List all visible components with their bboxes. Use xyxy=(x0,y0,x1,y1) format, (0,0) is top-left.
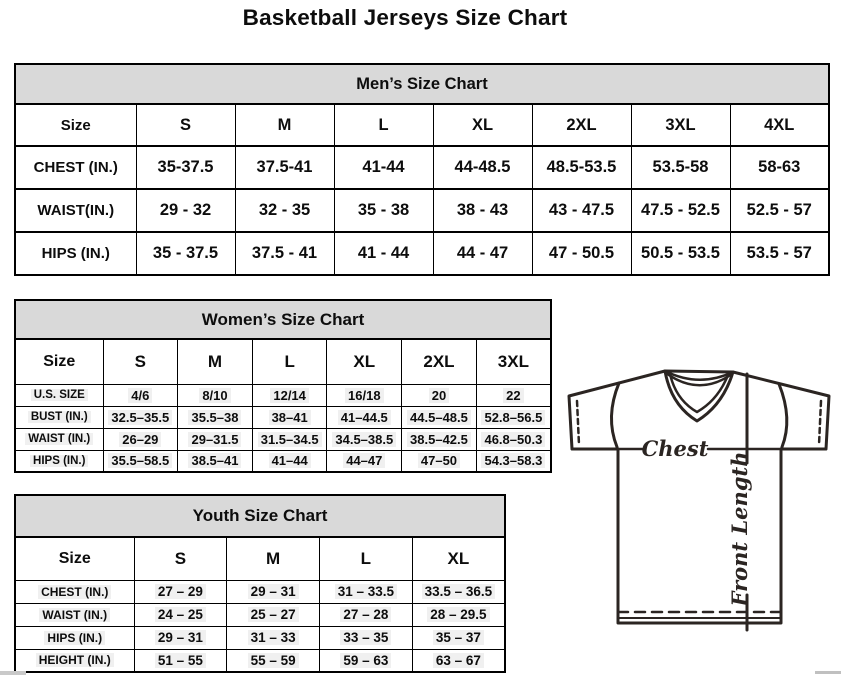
size-col: L xyxy=(252,339,327,384)
row-label xyxy=(15,580,134,603)
cell-value: 16/18 xyxy=(345,388,384,403)
cell-value: 26–29 xyxy=(119,432,161,447)
cell-value: 59 – 63 xyxy=(340,653,391,668)
table-cell xyxy=(134,649,227,672)
table-cell xyxy=(320,580,413,603)
youth-height-row xyxy=(15,649,505,672)
table-cell: 52.5 - 57 xyxy=(730,189,829,232)
table-cell xyxy=(476,428,551,450)
table-cell xyxy=(252,450,327,472)
size-column-header: Size xyxy=(15,537,134,580)
left-cuff-stitch xyxy=(577,401,579,445)
cell-value: 33 – 35 xyxy=(340,630,391,645)
cell-value: 35.5–58.5 xyxy=(108,453,172,468)
table-cell xyxy=(412,649,505,672)
cell-value: 44–47 xyxy=(343,453,385,468)
row-label xyxy=(15,649,134,672)
table-cell: 53.5 - 57 xyxy=(730,232,829,275)
size-col: 4XL xyxy=(730,104,829,146)
row-label-text: BUST (IN.) xyxy=(28,411,91,423)
cell-value: 29 – 31 xyxy=(155,630,206,645)
womens-hips-row xyxy=(15,450,551,472)
size-col: 3XL xyxy=(476,339,551,384)
size-col: XL xyxy=(412,537,505,580)
womens-size-table xyxy=(14,299,552,473)
youth-size-table xyxy=(14,494,506,673)
table-cell: 53.5-58 xyxy=(631,146,730,189)
table-cell xyxy=(252,384,327,406)
cell-value: 38.5–41 xyxy=(188,453,241,468)
row-label xyxy=(15,406,103,428)
size-column-header: Size xyxy=(15,339,103,384)
jersey-outline xyxy=(569,371,829,623)
cell-value: 31 – 33 xyxy=(248,630,299,645)
page-title: Basketball Jerseys Size Chart xyxy=(242,5,568,30)
cell-value: 38.5–42.5 xyxy=(407,432,471,447)
cell-value: 27 – 28 xyxy=(340,607,391,622)
cell-value: 54.3–58.3 xyxy=(481,453,545,468)
womens-waist-row xyxy=(15,428,551,450)
womens-table-header-row xyxy=(15,300,551,339)
table-cell xyxy=(227,626,320,649)
table-cell xyxy=(178,428,253,450)
cell-value: 33.5 – 36.5 xyxy=(422,584,496,599)
table-cell: 41-44 xyxy=(334,146,433,189)
youth-table-title: Youth Size Chart xyxy=(15,495,505,537)
cell-value: 12/14 xyxy=(270,388,309,403)
table-cell xyxy=(103,450,178,472)
table-cell: 35-37.5 xyxy=(136,146,235,189)
mens-hips-row xyxy=(15,232,829,275)
table-cell: 44-48.5 xyxy=(433,146,532,189)
womens-bust-row xyxy=(15,406,551,428)
size-col: S xyxy=(103,339,178,384)
table-cell xyxy=(327,450,402,472)
table-cell xyxy=(320,603,413,626)
size-col: XL xyxy=(433,104,532,146)
womens-size-row xyxy=(15,339,551,384)
chest-label: Chest xyxy=(641,436,709,461)
size-col: XL xyxy=(327,339,402,384)
table-cell xyxy=(327,428,402,450)
cell-value: 41–44 xyxy=(269,453,311,468)
table-cell xyxy=(402,450,477,472)
table-cell: 44 - 47 xyxy=(433,232,532,275)
cell-value: 20 xyxy=(429,388,449,403)
table-cell xyxy=(402,384,477,406)
table-cell xyxy=(178,450,253,472)
womens-table-title: Women’s Size Chart xyxy=(15,300,551,339)
size-col: M xyxy=(227,537,320,580)
table-cell: 37.5-41 xyxy=(235,146,334,189)
row-label-text: HEIGHT (IN.) xyxy=(36,653,114,667)
scrollbar-fragment-left[interactable] xyxy=(0,671,26,675)
cell-value: 55 – 59 xyxy=(248,653,299,668)
left-sleeve-seam xyxy=(611,383,619,447)
right-cuff-stitch xyxy=(819,401,821,445)
size-column-header: Size xyxy=(15,104,136,146)
row-label-text: WAIST (IN.) xyxy=(25,433,93,445)
table-cell: 47.5 - 52.5 xyxy=(631,189,730,232)
mens-table-title: Men’s Size Chart xyxy=(15,64,829,104)
cell-value: 47–50 xyxy=(418,453,460,468)
row-label xyxy=(15,428,103,450)
size-col: 2XL xyxy=(532,104,631,146)
table-cell: 35 - 37.5 xyxy=(136,232,235,275)
row-label-text: CHEST (IN.) xyxy=(38,585,111,599)
table-cell xyxy=(412,603,505,626)
row-label: WAIST(IN.) xyxy=(15,189,136,232)
row-label xyxy=(15,384,103,406)
right-sleeve-seam xyxy=(779,384,787,447)
cell-value: 22 xyxy=(503,388,523,403)
table-cell xyxy=(103,406,178,428)
mens-waist-row xyxy=(15,189,829,232)
cell-value: 29–31.5 xyxy=(188,432,241,447)
youth-waist-row xyxy=(15,603,505,626)
mens-chest-row xyxy=(15,146,829,189)
row-label-text: WAIST (IN.) xyxy=(39,608,110,622)
table-cell xyxy=(227,603,320,626)
table-cell: 43 - 47.5 xyxy=(532,189,631,232)
row-label-text: U.S. SIZE xyxy=(31,389,88,401)
cell-value: 24 – 25 xyxy=(155,607,206,622)
cell-value: 44.5–48.5 xyxy=(407,410,471,425)
youth-chest-row xyxy=(15,580,505,603)
table-cell xyxy=(252,406,327,428)
table-cell xyxy=(103,428,178,450)
cell-value: 29 – 31 xyxy=(248,584,299,599)
cell-value: 27 – 29 xyxy=(155,584,206,599)
front-length-label: Front Length xyxy=(727,451,752,607)
size-col: L xyxy=(320,537,413,580)
mens-table-header-row xyxy=(15,64,829,104)
table-cell: 29 - 32 xyxy=(136,189,235,232)
table-cell xyxy=(327,406,402,428)
cell-value: 31.5–34.5 xyxy=(258,432,322,447)
cell-value: 63 – 67 xyxy=(433,653,484,668)
row-label: CHEST (IN.) xyxy=(15,146,136,189)
table-cell: 58-63 xyxy=(730,146,829,189)
cell-value: 35 – 37 xyxy=(433,630,484,645)
table-cell xyxy=(476,450,551,472)
table-cell xyxy=(178,406,253,428)
cell-value: 38–41 xyxy=(269,410,311,425)
youth-size-row xyxy=(15,537,505,580)
table-cell xyxy=(178,384,253,406)
table-cell xyxy=(320,649,413,672)
cell-value: 41–44.5 xyxy=(338,410,391,425)
mens-size-table xyxy=(14,63,830,276)
table-cell xyxy=(134,580,227,603)
size-col: 3XL xyxy=(631,104,730,146)
row-label xyxy=(15,603,134,626)
row-label-text: HIPS (IN.) xyxy=(44,631,105,645)
cell-value: 51 – 55 xyxy=(155,653,206,668)
table-cell: 38 - 43 xyxy=(433,189,532,232)
cell-value: 35.5–38 xyxy=(188,410,241,425)
table-cell xyxy=(412,580,505,603)
table-cell xyxy=(476,406,551,428)
row-label: HIPS (IN.) xyxy=(15,232,136,275)
table-cell xyxy=(476,384,551,406)
mens-size-row xyxy=(15,104,829,146)
row-label xyxy=(15,450,103,472)
cell-value: 8/10 xyxy=(199,388,230,403)
table-cell: 35 - 38 xyxy=(334,189,433,232)
youth-table-header-row xyxy=(15,495,505,537)
table-cell xyxy=(402,428,477,450)
row-label-text: HIPS (IN.) xyxy=(30,455,88,467)
table-cell: 50.5 - 53.5 xyxy=(631,232,730,275)
table-cell xyxy=(134,603,227,626)
size-col: M xyxy=(178,339,253,384)
table-cell: 48.5-53.5 xyxy=(532,146,631,189)
table-cell: 32 - 35 xyxy=(235,189,334,232)
cell-value: 32.5–35.5 xyxy=(108,410,172,425)
cell-value: 28 – 29.5 xyxy=(427,607,489,622)
table-cell: 47 - 50.5 xyxy=(532,232,631,275)
table-cell xyxy=(402,406,477,428)
cell-value: 31 – 33.5 xyxy=(335,584,397,599)
size-col: S xyxy=(134,537,227,580)
womens-ussize-row xyxy=(15,384,551,406)
cell-value: 25 – 27 xyxy=(248,607,299,622)
cell-value: 52.8–56.5 xyxy=(481,410,545,425)
table-cell: 37.5 - 41 xyxy=(235,232,334,275)
size-col: 2XL xyxy=(402,339,477,384)
youth-hips-row xyxy=(15,626,505,649)
size-col: M xyxy=(235,104,334,146)
row-label xyxy=(15,626,134,649)
size-col: L xyxy=(334,104,433,146)
table-cell xyxy=(134,626,227,649)
table-cell xyxy=(252,428,327,450)
table-cell xyxy=(320,626,413,649)
size-col: S xyxy=(136,104,235,146)
cell-value: 34.5–38.5 xyxy=(332,432,396,447)
table-cell: 41 - 44 xyxy=(334,232,433,275)
table-cell xyxy=(412,626,505,649)
cell-value: 4/6 xyxy=(128,388,152,403)
table-cell xyxy=(103,384,178,406)
cell-value: 46.8–50.3 xyxy=(481,432,545,447)
scrollbar-fragment-right[interactable] xyxy=(815,671,841,674)
table-cell xyxy=(327,384,402,406)
table-cell xyxy=(227,649,320,672)
jersey-measurement-diagram xyxy=(555,355,843,645)
table-cell xyxy=(227,580,320,603)
